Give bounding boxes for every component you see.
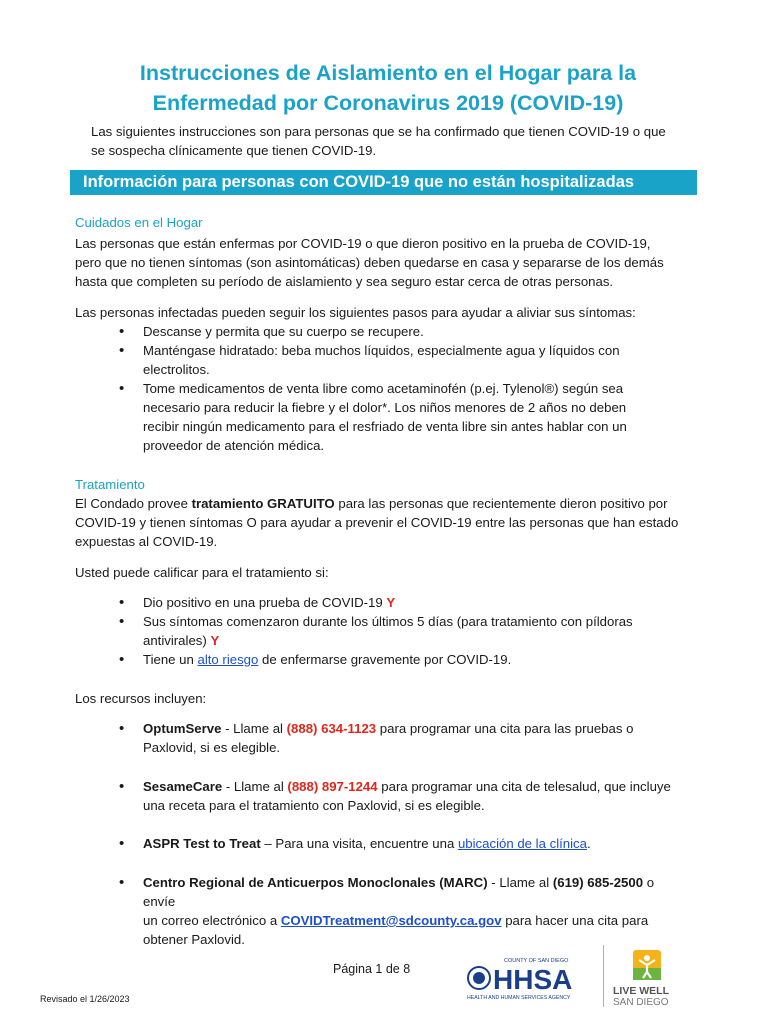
text: para las personas que recientemente dieron positivo por bbox=[334, 496, 668, 511]
qualify-list bbox=[75, 593, 685, 669]
list-item-text: una receta para el tratamiento con Paxlovid, si es elegible. bbox=[143, 798, 485, 813]
figure-head bbox=[644, 955, 650, 961]
clinic-location-link[interactable]: ubicación de la clínica bbox=[457, 836, 587, 851]
text: - Llame al bbox=[221, 721, 287, 736]
list-item bbox=[75, 719, 685, 757]
steps-intro: Las personas infectadas pueden seguir los siguientes pasos para ayudar a aliviar sus síntomas: bbox=[75, 305, 636, 320]
list-item bbox=[75, 379, 685, 455]
phone-number: (619) 685-2500 bbox=[552, 875, 644, 890]
symptom-steps-list bbox=[75, 322, 685, 455]
intro-line-2: se sospecha clínicamente que tienen COVID-19. bbox=[91, 143, 377, 158]
revision-date: Revisado el 1/26/2023 bbox=[40, 994, 130, 1004]
treatment-line: COVID-19 y tienen síntomas O para ayudar a prevenir el COVID-19 entre las personas que han estado bbox=[75, 515, 679, 530]
list-item bbox=[75, 777, 685, 815]
list-item bbox=[75, 873, 685, 949]
and-marker: Y bbox=[210, 633, 220, 648]
list-item bbox=[75, 650, 685, 669]
text: - Llame al bbox=[487, 875, 553, 890]
resource-optumserve bbox=[75, 719, 685, 757]
text: El Condado provee bbox=[75, 496, 192, 511]
list-item bbox=[75, 322, 685, 341]
list-item-text: proveedor de atención médica. bbox=[143, 438, 325, 453]
list-item-text: • Manténgase hidratado: beba muchos líquidos, especialmente agua y líquidos con bbox=[143, 343, 620, 358]
live-well-logo bbox=[613, 950, 693, 1008]
county-text: COUNTY OF SAN DIEGO bbox=[504, 958, 569, 964]
text: de enfermarse gravemente por COVID-19. bbox=[258, 652, 512, 667]
hhsa-text: HHSA bbox=[493, 964, 573, 995]
text: para hacer una cita para bbox=[501, 913, 649, 928]
list-item-text: necesario para reducir la fiebre y el dolor*. Los niños menores de 2 años no deben bbox=[143, 400, 627, 415]
treatment-line bbox=[75, 494, 695, 513]
resource-name: ASPR Test to Treat bbox=[143, 836, 261, 851]
and-marker: Y bbox=[386, 595, 396, 610]
treatment-line: expuestas al COVID-19. bbox=[75, 534, 218, 549]
logo-divider bbox=[603, 945, 604, 1007]
list-item bbox=[75, 612, 685, 650]
text: . bbox=[586, 836, 591, 851]
home-care-heading: Cuidados en el Hogar bbox=[75, 215, 203, 230]
page-number: Página 1 de 8 bbox=[333, 962, 411, 976]
list-item-text: electrolitos. bbox=[143, 362, 210, 377]
hhsa-logo bbox=[466, 956, 588, 1002]
text: un correo electrónico a bbox=[143, 913, 281, 928]
resource-name: OptumServe bbox=[143, 721, 222, 736]
list-item-text: • Sus síntomas comenzaron durante los últimos 5 días (para tratamiento con píldoras bbox=[143, 614, 633, 629]
home-care-line: hasta que completen su período de aislamiento y sea seguro estar cerca de otras personas. bbox=[75, 274, 614, 289]
home-care-line: pero que no tienen síntomas (son asintomáticas) deben quedarse en casa y separarse de los demás bbox=[75, 255, 664, 270]
list-item bbox=[75, 593, 685, 612]
list-item bbox=[75, 341, 685, 379]
home-care-paragraph bbox=[75, 234, 695, 291]
list-item-text: • Tome medicamentos de venta libre como acetaminofén (p.ej. Tylenol®) según sea bbox=[143, 381, 624, 396]
text: o envíe bbox=[143, 875, 655, 909]
list-item-text: Dio positivo en una prueba de COVID-19 bbox=[143, 595, 383, 610]
list-item-text: • Descanse y permita que su cuerpo se recupere. bbox=[143, 324, 424, 339]
high-risk-link[interactable]: alto riesgo bbox=[197, 652, 259, 667]
resource-sesamecare bbox=[75, 777, 685, 815]
list-item-text: recibir ningún medicamento para el resfriado de venta libre sin antes hablar con un bbox=[143, 419, 627, 434]
section-banner: Información para personas con COVID-19 que no están hospitalizadas bbox=[70, 170, 697, 195]
resource-aspr bbox=[75, 834, 685, 853]
free-treatment-text: tratamiento GRATUITO bbox=[191, 496, 335, 511]
title-line-1: Instrucciones de Aislamiento en el Hogar para la bbox=[139, 61, 637, 85]
text: para programar una cita para las pruebas o bbox=[376, 721, 634, 736]
phone-number: (888) 897-1244 bbox=[287, 779, 378, 794]
resource-marc bbox=[75, 873, 685, 949]
treatment-heading: Tratamiento bbox=[75, 477, 145, 492]
resources-intro: Los recursos incluyen: bbox=[75, 691, 207, 706]
list-item-text: obtener Paxlovid. bbox=[143, 932, 245, 947]
list-item bbox=[75, 834, 685, 853]
agency-text: HEALTH AND HUMAN SERVICES AGENCY bbox=[467, 995, 571, 1001]
email-link[interactable]: COVIDTreatment@sdcounty.ca.gov bbox=[280, 913, 502, 928]
home-care-line: Las personas que están enfermas por COVID-19 o que dieron positivo en la prueba de COVID-19, bbox=[75, 236, 651, 251]
san-diego-text: SAN DIEGO bbox=[613, 997, 669, 1008]
phone-number: (888) 634-1123 bbox=[286, 721, 377, 736]
text: - Llame al bbox=[222, 779, 288, 794]
text: Tiene un bbox=[143, 652, 198, 667]
county-seal-center bbox=[473, 972, 485, 984]
text: – Para una visita, encuentre una bbox=[260, 836, 458, 851]
list-item-text: Paxlovid, si es elegible. bbox=[143, 740, 281, 755]
treatment-paragraph bbox=[75, 494, 695, 551]
resource-name: SesameCare bbox=[143, 779, 223, 794]
list-item-text: antivirales) bbox=[143, 633, 207, 648]
qualify-intro: Usted puede calificar para el tratamiento si: bbox=[75, 565, 329, 580]
resource-name: Centro Regional de Anticuerpos Monoclonales (MARC) bbox=[143, 875, 488, 890]
live-well-text: LIVE WELL bbox=[613, 985, 669, 997]
document-title bbox=[100, 58, 676, 118]
intro-text bbox=[91, 122, 711, 160]
title-line-2: Enfermedad por Coronavirus 2019 (COVID-19) bbox=[152, 91, 624, 115]
intro-line-1: Las siguientes instrucciones son para personas que se ha confirmado que tienen COVID-19 o que bbox=[91, 124, 666, 139]
text: para programar una cita de telesalud, que incluye bbox=[377, 779, 671, 794]
